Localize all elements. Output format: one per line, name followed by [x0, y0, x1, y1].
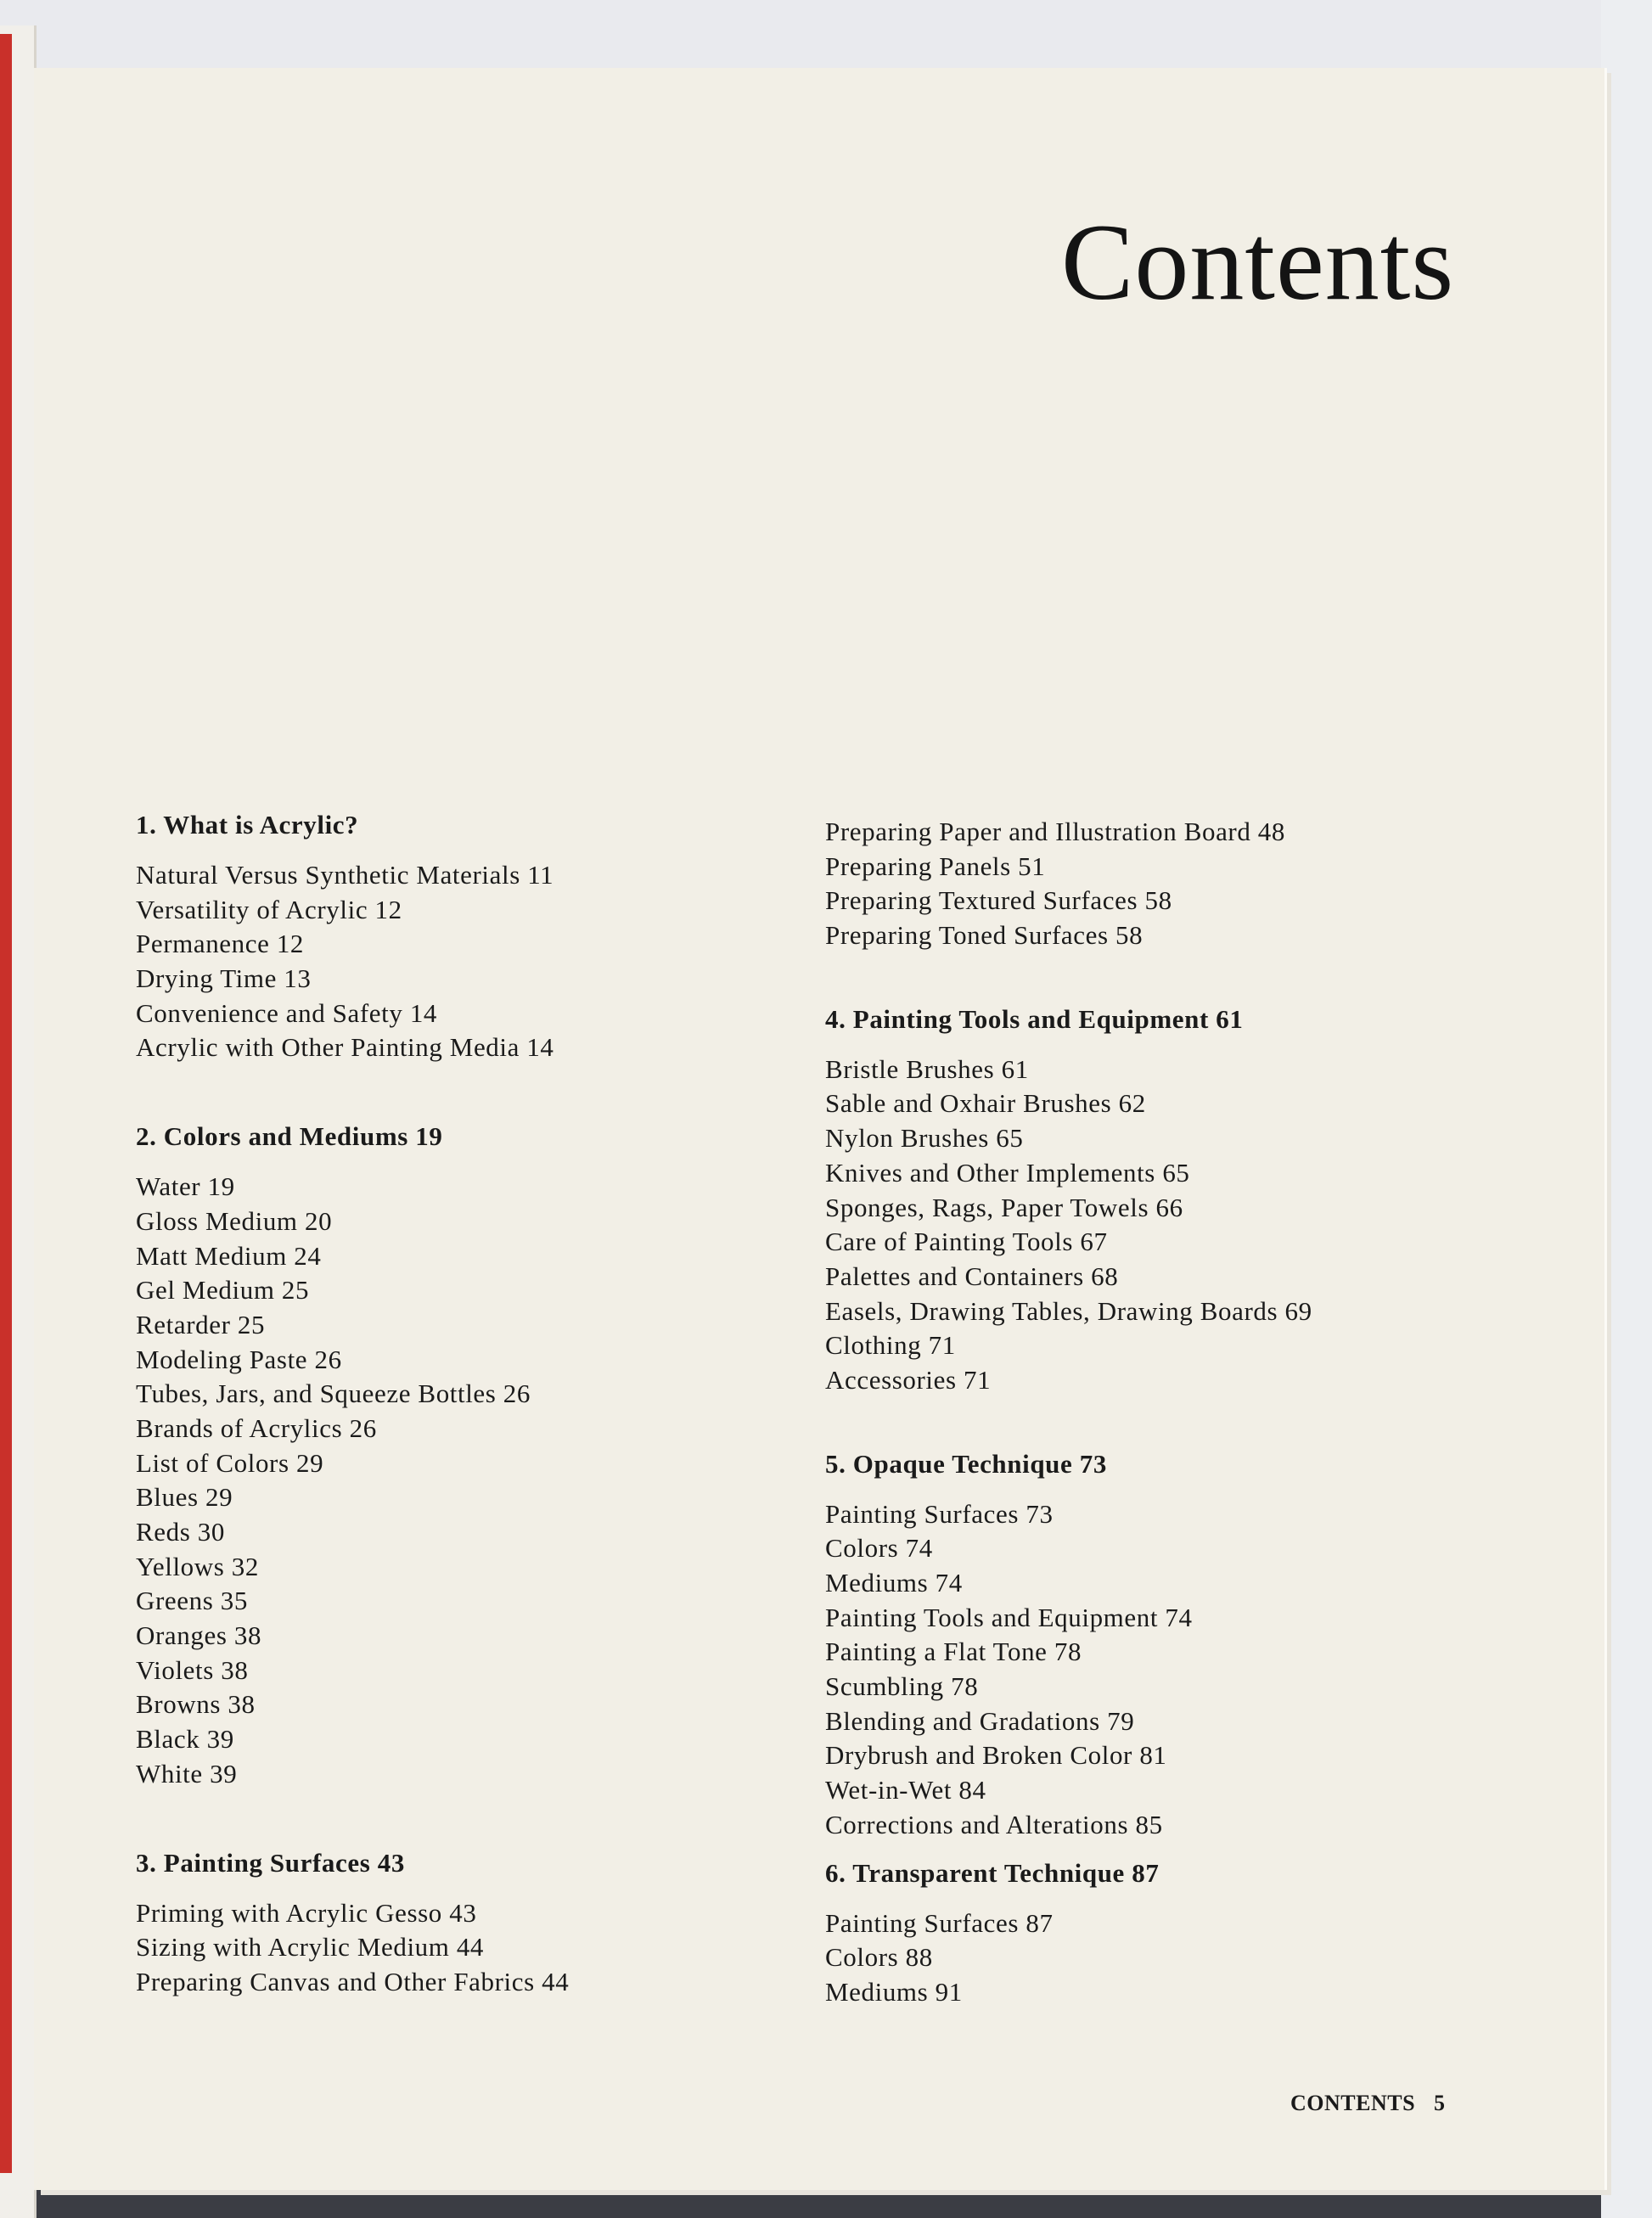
chapter-heading: 2. Colors and Mediums 19 — [136, 1121, 443, 1152]
toc-entry: Yellows 32 — [136, 1551, 259, 1581]
toc-entry: Care of Painting Tools 67 — [825, 1227, 1108, 1257]
toc-entry: Easels, Drawing Tables, Drawing Boards 69 — [825, 1295, 1312, 1326]
toc-entry: Colors 88 — [825, 1942, 933, 1973]
toc-entry: Retarder 25 — [136, 1309, 266, 1339]
toc-entry: Blending and Gradations 79 — [825, 1705, 1135, 1736]
toc-entry: Water 19 — [136, 1171, 235, 1202]
toc-entry: Painting Surfaces 87 — [825, 1907, 1054, 1938]
toc-entry: Gloss Medium 20 — [136, 1205, 333, 1236]
book-cover-edge — [0, 34, 12, 2173]
toc-entry: Preparing Textured Surfaces 58 — [825, 885, 1172, 916]
toc-entry: Colors 74 — [825, 1533, 933, 1564]
chapter-heading: 6. Transparent Technique 87 — [825, 1857, 1160, 1888]
chapter-heading: 3. Painting Surfaces 43 — [136, 1847, 405, 1878]
toc-entry: Drybrush and Broken Color 81 — [825, 1740, 1167, 1771]
toc-entry: Tubes, Jars, and Squeeze Bottles 26 — [136, 1379, 531, 1409]
toc-entry: Knives and Other Implements 65 — [825, 1157, 1190, 1188]
background-surface — [0, 0, 1652, 76]
footer-label: CONTENTS — [1290, 2091, 1416, 2115]
toc-entry: Corrections and Alterations 85 — [825, 1809, 1163, 1839]
toc-entry: Preparing Panels 51 — [825, 851, 1046, 881]
toc-entry: List of Colors 29 — [136, 1447, 324, 1478]
toc-entry: Scumbling 78 — [825, 1671, 979, 1702]
toc-entry: Blues 29 — [136, 1482, 233, 1513]
toc-entry: Mediums 74 — [825, 1568, 963, 1598]
toc-entry: Acrylic with Other Painting Media 14 — [136, 1032, 554, 1063]
toc-entry: Oranges 38 — [136, 1620, 262, 1651]
toc-entry: Violets 38 — [136, 1654, 249, 1685]
toc-right-column — [825, 815, 1555, 2010]
toc-entry: Greens 35 — [136, 1586, 248, 1616]
toc-entry: Preparing Paper and Illustration Board 48 — [825, 817, 1286, 846]
toc-entry: Versatility of Acrylic 12 — [136, 894, 402, 924]
toc-entry: Clothing 71 — [825, 1330, 956, 1361]
toc-entry: Sable and Oxhair Brushes 62 — [825, 1088, 1146, 1119]
chapter-heading: 5. Opaque Technique 73 — [825, 1448, 1107, 1479]
page-title: Contents — [1061, 202, 1455, 323]
page-number: 5 — [1434, 2091, 1446, 2115]
toc-entry: White 39 — [136, 1758, 238, 1788]
toc-entry: Convenience and Safety 14 — [136, 997, 438, 1028]
toc-entry: Gel Medium 25 — [136, 1275, 310, 1306]
running-footer — [1290, 2091, 1446, 2116]
toc-entry: Sponges, Rags, Paper Towels 66 — [825, 1192, 1183, 1222]
toc-entry: Reds 30 — [136, 1517, 225, 1547]
toc-entry: Priming with Acrylic Gesso 43 — [136, 1897, 477, 1928]
chapter-heading: 4. Painting Tools and Equipment 61 — [825, 1003, 1244, 1034]
toc-entry: Mediums 91 — [825, 1976, 963, 2007]
toc-entry: Modeling Paste 26 — [136, 1344, 342, 1374]
toc-entry: Wet-in-Wet 84 — [825, 1775, 986, 1805]
toc-entry: Browns 38 — [136, 1689, 256, 1720]
toc-entry: Brands of Acrylics 26 — [136, 1412, 377, 1443]
toc-entry: Natural Versus Synthetic Materials 11 — [136, 860, 554, 890]
toc-entry: Painting a Flat Tone 78 — [825, 1637, 1082, 1667]
toc-entry: Bristle Brushes 61 — [825, 1053, 1029, 1084]
toc-entry: Preparing Canvas and Other Fabrics 44 — [136, 1966, 570, 1996]
toc-entry: Painting Surfaces 73 — [825, 1498, 1054, 1529]
toc-entry: Black 39 — [136, 1724, 234, 1755]
toc-entry: Palettes and Containers 68 — [825, 1261, 1119, 1291]
toc-entry: Matt Medium 24 — [136, 1240, 322, 1271]
toc-entry: Nylon Brushes 65 — [825, 1123, 1024, 1154]
toc-entry: Permanence 12 — [136, 929, 305, 959]
toc-entry: Accessories 71 — [825, 1364, 992, 1395]
toc-entry: Sizing with Acrylic Medium 44 — [136, 1932, 485, 1963]
toc-entry: Preparing Toned Surfaces 58 — [825, 920, 1143, 951]
toc-entry: Painting Tools and Equipment 74 — [825, 1602, 1193, 1632]
chapter-heading: 1. What is Acrylic? — [136, 810, 359, 839]
toc-entry: Drying Time 13 — [136, 963, 312, 994]
toc-left-column — [136, 808, 815, 2000]
